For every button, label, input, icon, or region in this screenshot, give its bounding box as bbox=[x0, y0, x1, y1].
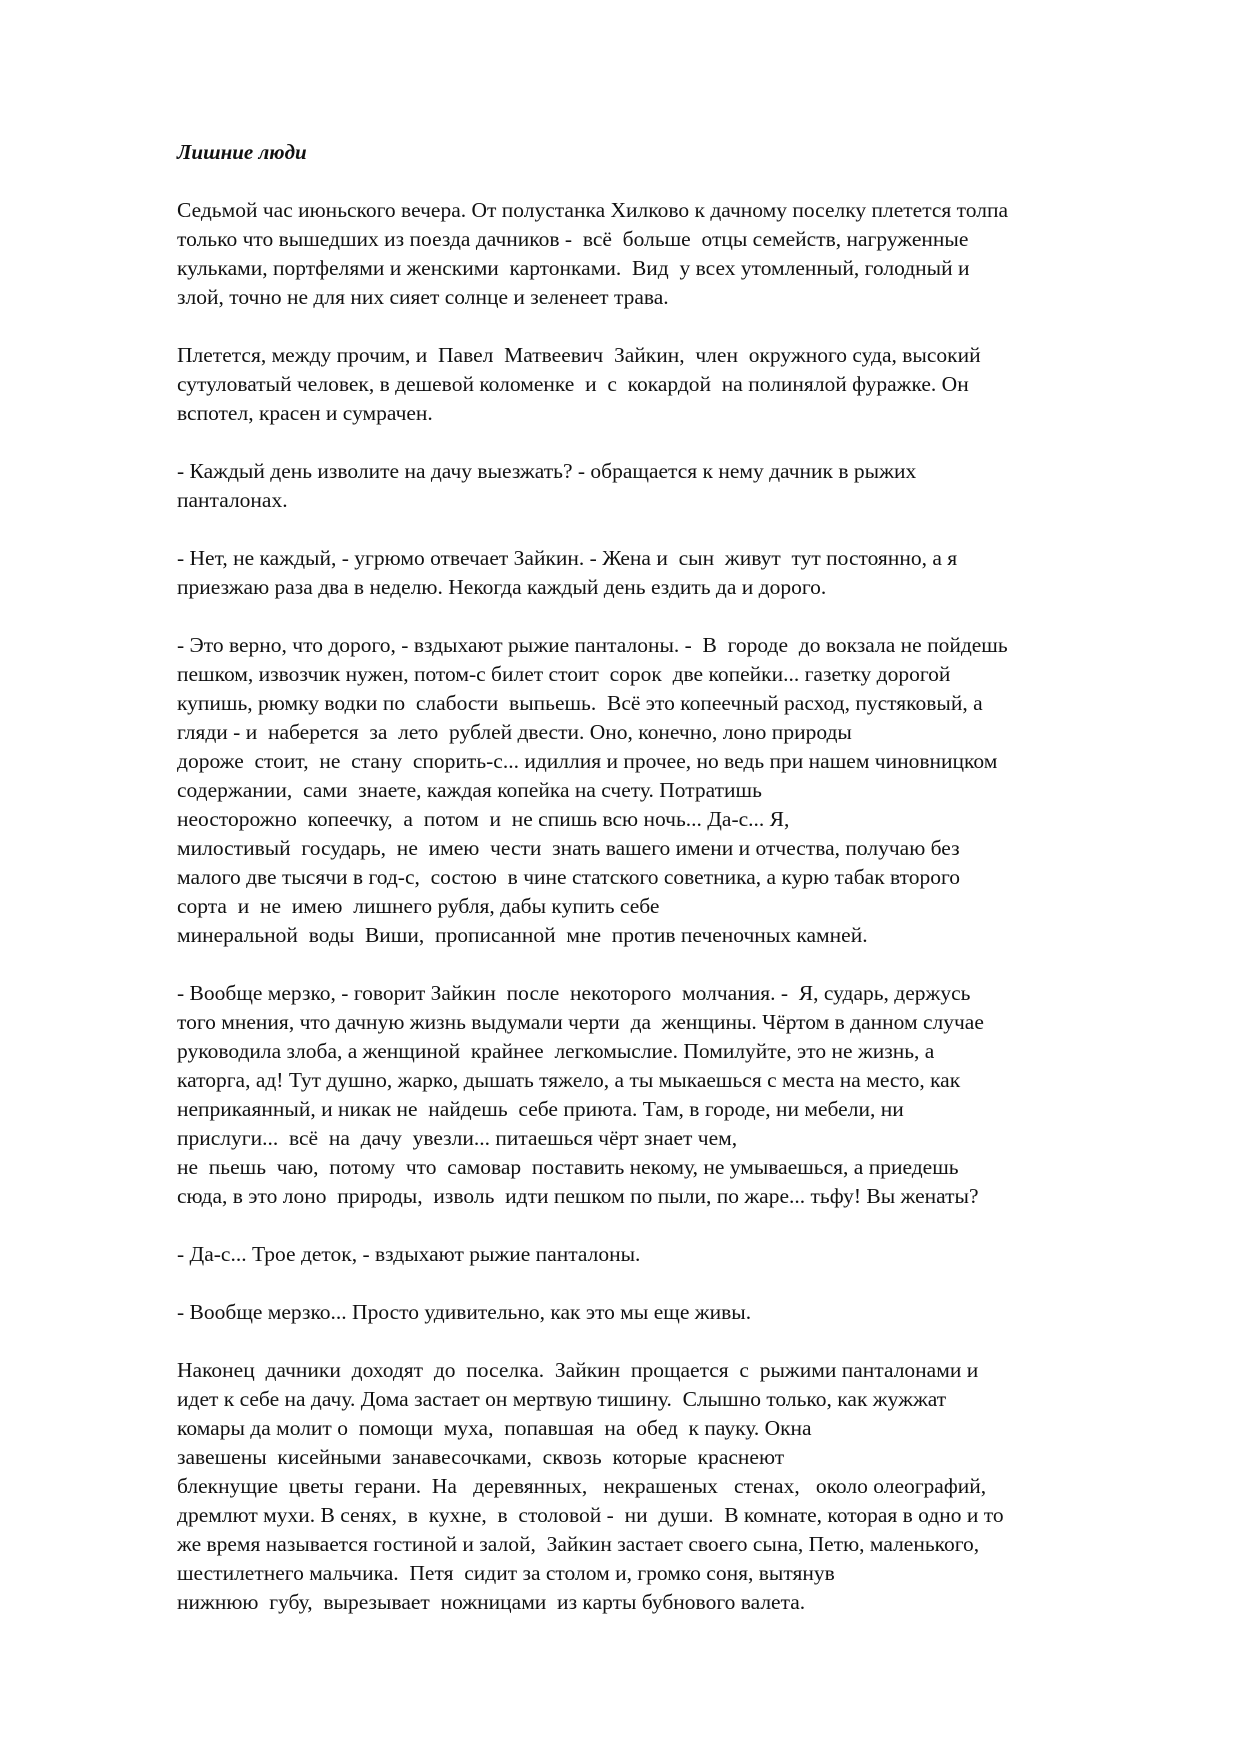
text-line: руководила злоба, а женщиной крайнее легкомыслие. Помилуйте, это не жизнь, а bbox=[177, 1039, 935, 1063]
paragraph bbox=[177, 544, 1177, 602]
text-line: Седьмой час июньского вечера. От полустанка Хилково к дачному поселку плетется толпа bbox=[177, 198, 1009, 222]
text-line: прислуги... всё на дачу увезли... питаешься чёрт знает чем, bbox=[177, 1126, 738, 1150]
paragraph bbox=[177, 457, 1177, 515]
text-line: же время называется гостиной и залой, Зайкин застает своего сына, Петю, маленького, bbox=[177, 1532, 980, 1556]
text-line: злой, точно не для них сияет солнце и зеленеет трава. bbox=[177, 285, 669, 309]
text-line: вспотел, красен и сумрачен. bbox=[177, 401, 433, 425]
text-line: сюда, в это лоно природы, изволь идти пешком по пыли, по жаре... тьфу! Вы женаты? bbox=[177, 1184, 979, 1208]
text-line: сорта и не имею лишнего рубля, дабы купить себе bbox=[177, 894, 660, 918]
text-line: - Вообще мерзко, - говорит Зайкин после некоторого молчания. - Я, сударь, держусь bbox=[177, 981, 971, 1005]
text-line: содержании, сами знаете, каждая копейка на счету. Потратишь bbox=[177, 778, 762, 802]
text-line: идет к себе на дачу. Дома застает он мертвую тишину. Слышно только, как жужжат bbox=[177, 1387, 947, 1411]
text-line: завешены кисейными занавесочками, сквозь которые краснеют bbox=[177, 1445, 785, 1469]
text-line: - Это верно, что дорого, - вздыхают рыжие панталоны. - В городе до вокзала не пойдешь bbox=[177, 633, 1008, 657]
text-line: - Да-с... Трое деток, - вздыхают рыжие панталоны. bbox=[177, 1242, 641, 1266]
paragraph bbox=[177, 1240, 1177, 1269]
text-line: дремлют мухи. В сенях, в кухне, в столовой - ни души. В комнате, которая в одно и то bbox=[177, 1503, 1004, 1527]
text-line: неприкаянный, и никак не найдешь себе приюта. Там, в городе, ни мебели, ни bbox=[177, 1097, 904, 1121]
text-line: дороже стоит, не стану спорить-с... идиллия и прочее, но ведь при нашем чиновницком bbox=[177, 749, 998, 773]
paragraph-list bbox=[177, 196, 1177, 1617]
document-body bbox=[177, 138, 1177, 1646]
text-line: гляди - и наберется за лето рублей двести. Оно, конечно, лоно природы bbox=[177, 720, 852, 744]
paragraph bbox=[177, 1298, 1177, 1327]
text-line: панталонах. bbox=[177, 488, 288, 512]
paragraph bbox=[177, 979, 1177, 1211]
text-line: не пьешь чаю, потому что самовар поставить некому, не умываешься, а приедешь bbox=[177, 1155, 959, 1179]
text-line: - Каждый день изволите на дачу выезжать? - обращается к нему дачник в рыжих bbox=[177, 459, 917, 483]
text-line: минеральной воды Виши, прописанной мне против печеночных камней. bbox=[177, 923, 868, 947]
text-line: - Вообще мерзко... Просто удивительно, как это мы еще живы. bbox=[177, 1300, 752, 1324]
text-line: блекнущие цветы герани. На деревянных, некрашеных стенах, около олеографий, bbox=[177, 1474, 987, 1498]
text-line: комары да молит о помощи муха, попавшая на обед к пауку. Окна bbox=[177, 1416, 812, 1440]
paragraph bbox=[177, 631, 1177, 950]
text-line: того мнения, что дачную жизнь выдумали черти да женщины. Чёртом в данном случае bbox=[177, 1010, 984, 1034]
paragraph bbox=[177, 341, 1177, 428]
text-line: купишь, рюмку водки по слабости выпьешь. Всё это копеечный расход, пустяковый, а bbox=[177, 691, 983, 715]
text-line: - Нет, не каждый, - угрюмо отвечает Зайкин. - Жена и сын живут тут постоянно, а я bbox=[177, 546, 958, 570]
text-line: Наконец дачники доходят до поселка. Зайкин прощается с рыжими панталонами и bbox=[177, 1358, 979, 1382]
text-line: только что вышедших из поезда дачников - всё больше отцы семейств, нагруженные bbox=[177, 227, 969, 251]
text-line: пешком, извозчик нужен, потом-с билет стоит сорок две копейки... газетку дорогой bbox=[177, 662, 951, 686]
text-line: сутуловатый человек, в дешевой коломенке и с кокардой на полинялой фуражке. Он bbox=[177, 372, 969, 396]
text-line: Плетется, между прочим, и Павел Матвеевич Зайкин, член окружного суда, высокий bbox=[177, 343, 981, 367]
text-line: малого две тысячи в год-с, состою в чине статского советника, а курю табак второго bbox=[177, 865, 961, 889]
text-line: каторга, ад! Тут душно, жарко, дышать тяжело, а ты мыкаешься с места на место, как bbox=[177, 1068, 961, 1092]
paragraph bbox=[177, 196, 1177, 312]
document-title: Лишние люди bbox=[177, 140, 307, 164]
paragraph bbox=[177, 1356, 1177, 1617]
text-line: кульками, портфелями и женскими картонками. Вид у всех утомленный, голодный и bbox=[177, 256, 970, 280]
text-line: шестилетнего мальчика. Петя сидит за столом и, громко соня, вытянув bbox=[177, 1561, 835, 1585]
text-line: приезжаю раза два в неделю. Некогда каждый день ездить да и дорого. bbox=[177, 575, 827, 599]
text-line: нижнюю губу, вырезывает ножницами из карты бубнового валета. bbox=[177, 1590, 806, 1614]
text-line: неосторожно копеечку, а потом и не спишь всю ночь... Да-с... Я, bbox=[177, 807, 790, 831]
text-line: милостивый государь, не имею чести знать вашего имени и отчества, получаю без bbox=[177, 836, 960, 860]
